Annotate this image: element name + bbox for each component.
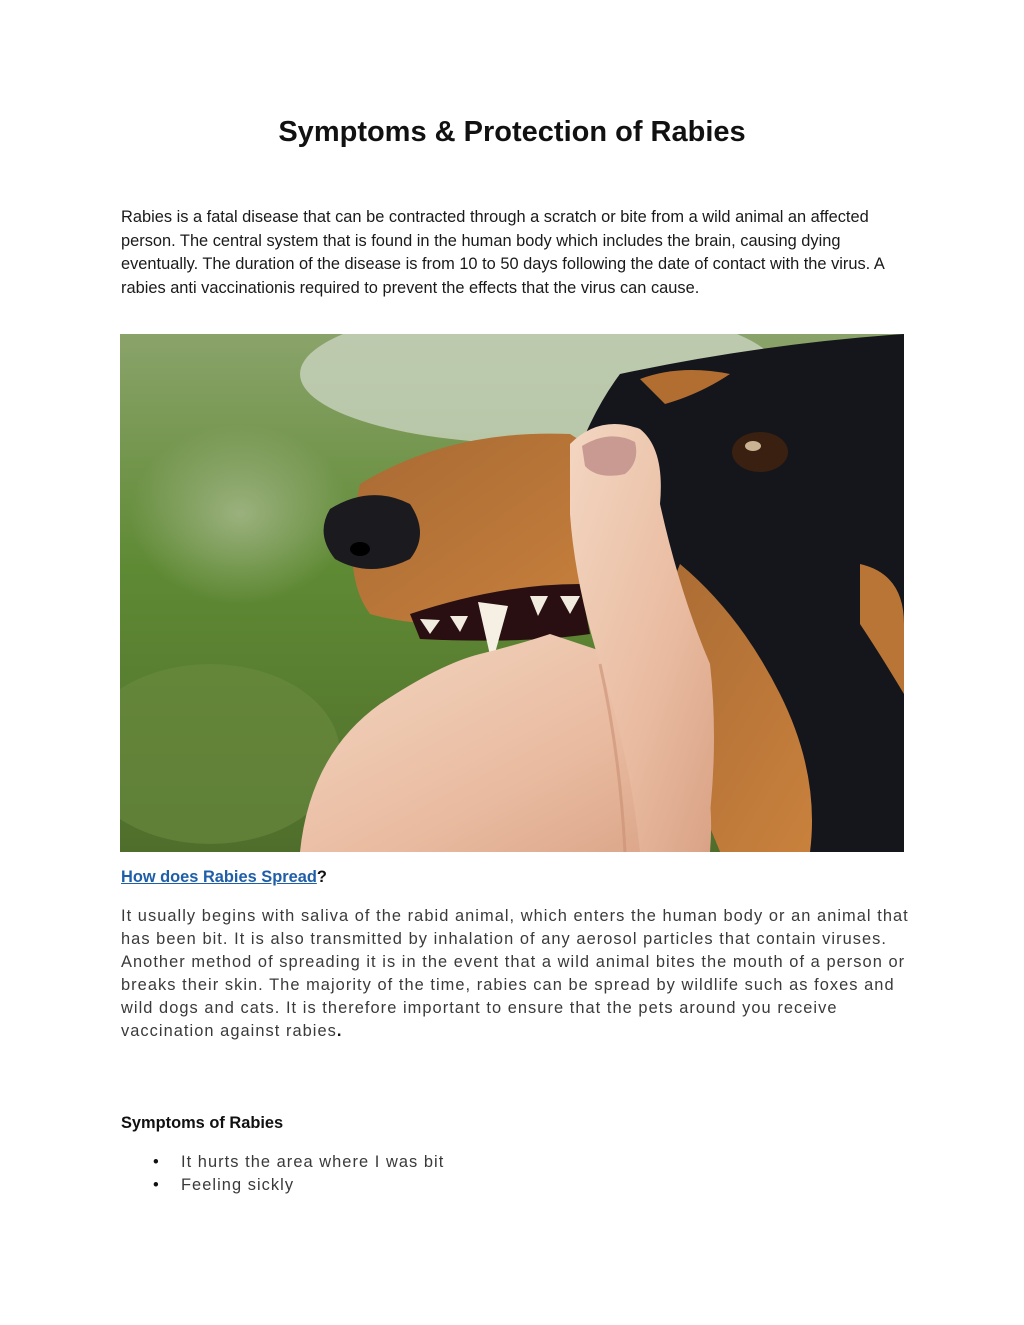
spread-paragraph <box>121 905 911 1043</box>
symptoms-list <box>121 1151 444 1197</box>
dog-nose <box>324 495 420 569</box>
symptom-text: It hurts the area where I was bit <box>181 1153 445 1171</box>
spread-paragraph-end: . <box>336 1022 343 1040</box>
photo-illustration <box>120 334 904 852</box>
dog-eye-glint <box>745 441 761 451</box>
page-title: Symptoms & Protection of Rabies <box>278 116 746 148</box>
symptom-text: Feeling sickly <box>181 1176 295 1194</box>
bullet-icon: • <box>153 1176 159 1194</box>
dog-eye <box>732 432 788 472</box>
spread-heading <box>121 868 327 887</box>
thumbnail <box>582 436 636 475</box>
dog-biting-hand-photo <box>120 334 904 852</box>
spread-paragraph-text: It usually begins with saliva of the rabid animal, which enters the human body or an animal that has been bit. It is also transmitted by inhalation of any aerosol particles that contain viruses. Another method of spreading it is in the event that a wild animal bites the mouth of a person or breaks their skin. The majority of the time, rabies can be spread by wildlife such as foxes and wild dogs and cats. It is therefore important to ensure that the pets around you receive vaccination against rabies <box>121 907 909 1040</box>
dog-nostril <box>350 542 370 556</box>
bullet-icon: • <box>153 1153 159 1171</box>
list-item <box>121 1151 444 1174</box>
spread-heading-suffix: ? <box>316 868 327 886</box>
how-rabies-spread-link[interactable]: How does Rabies Spread <box>121 868 317 886</box>
intro-paragraph: Rabies is a fatal disease that can be contracted through a scratch or bite from a wild animal an affected person. The central system that is found in the human body which includes the brain, causing dying eventually. The duration of the disease is from 10 to 50 days following the date of contact with the virus. A rabies anti vaccinationis required to prevent the effects that the virus can cause. <box>121 208 884 297</box>
symptoms-heading: Symptoms of Rabies <box>121 1114 284 1132</box>
list-item <box>121 1174 444 1197</box>
grass-highlight <box>130 424 350 604</box>
